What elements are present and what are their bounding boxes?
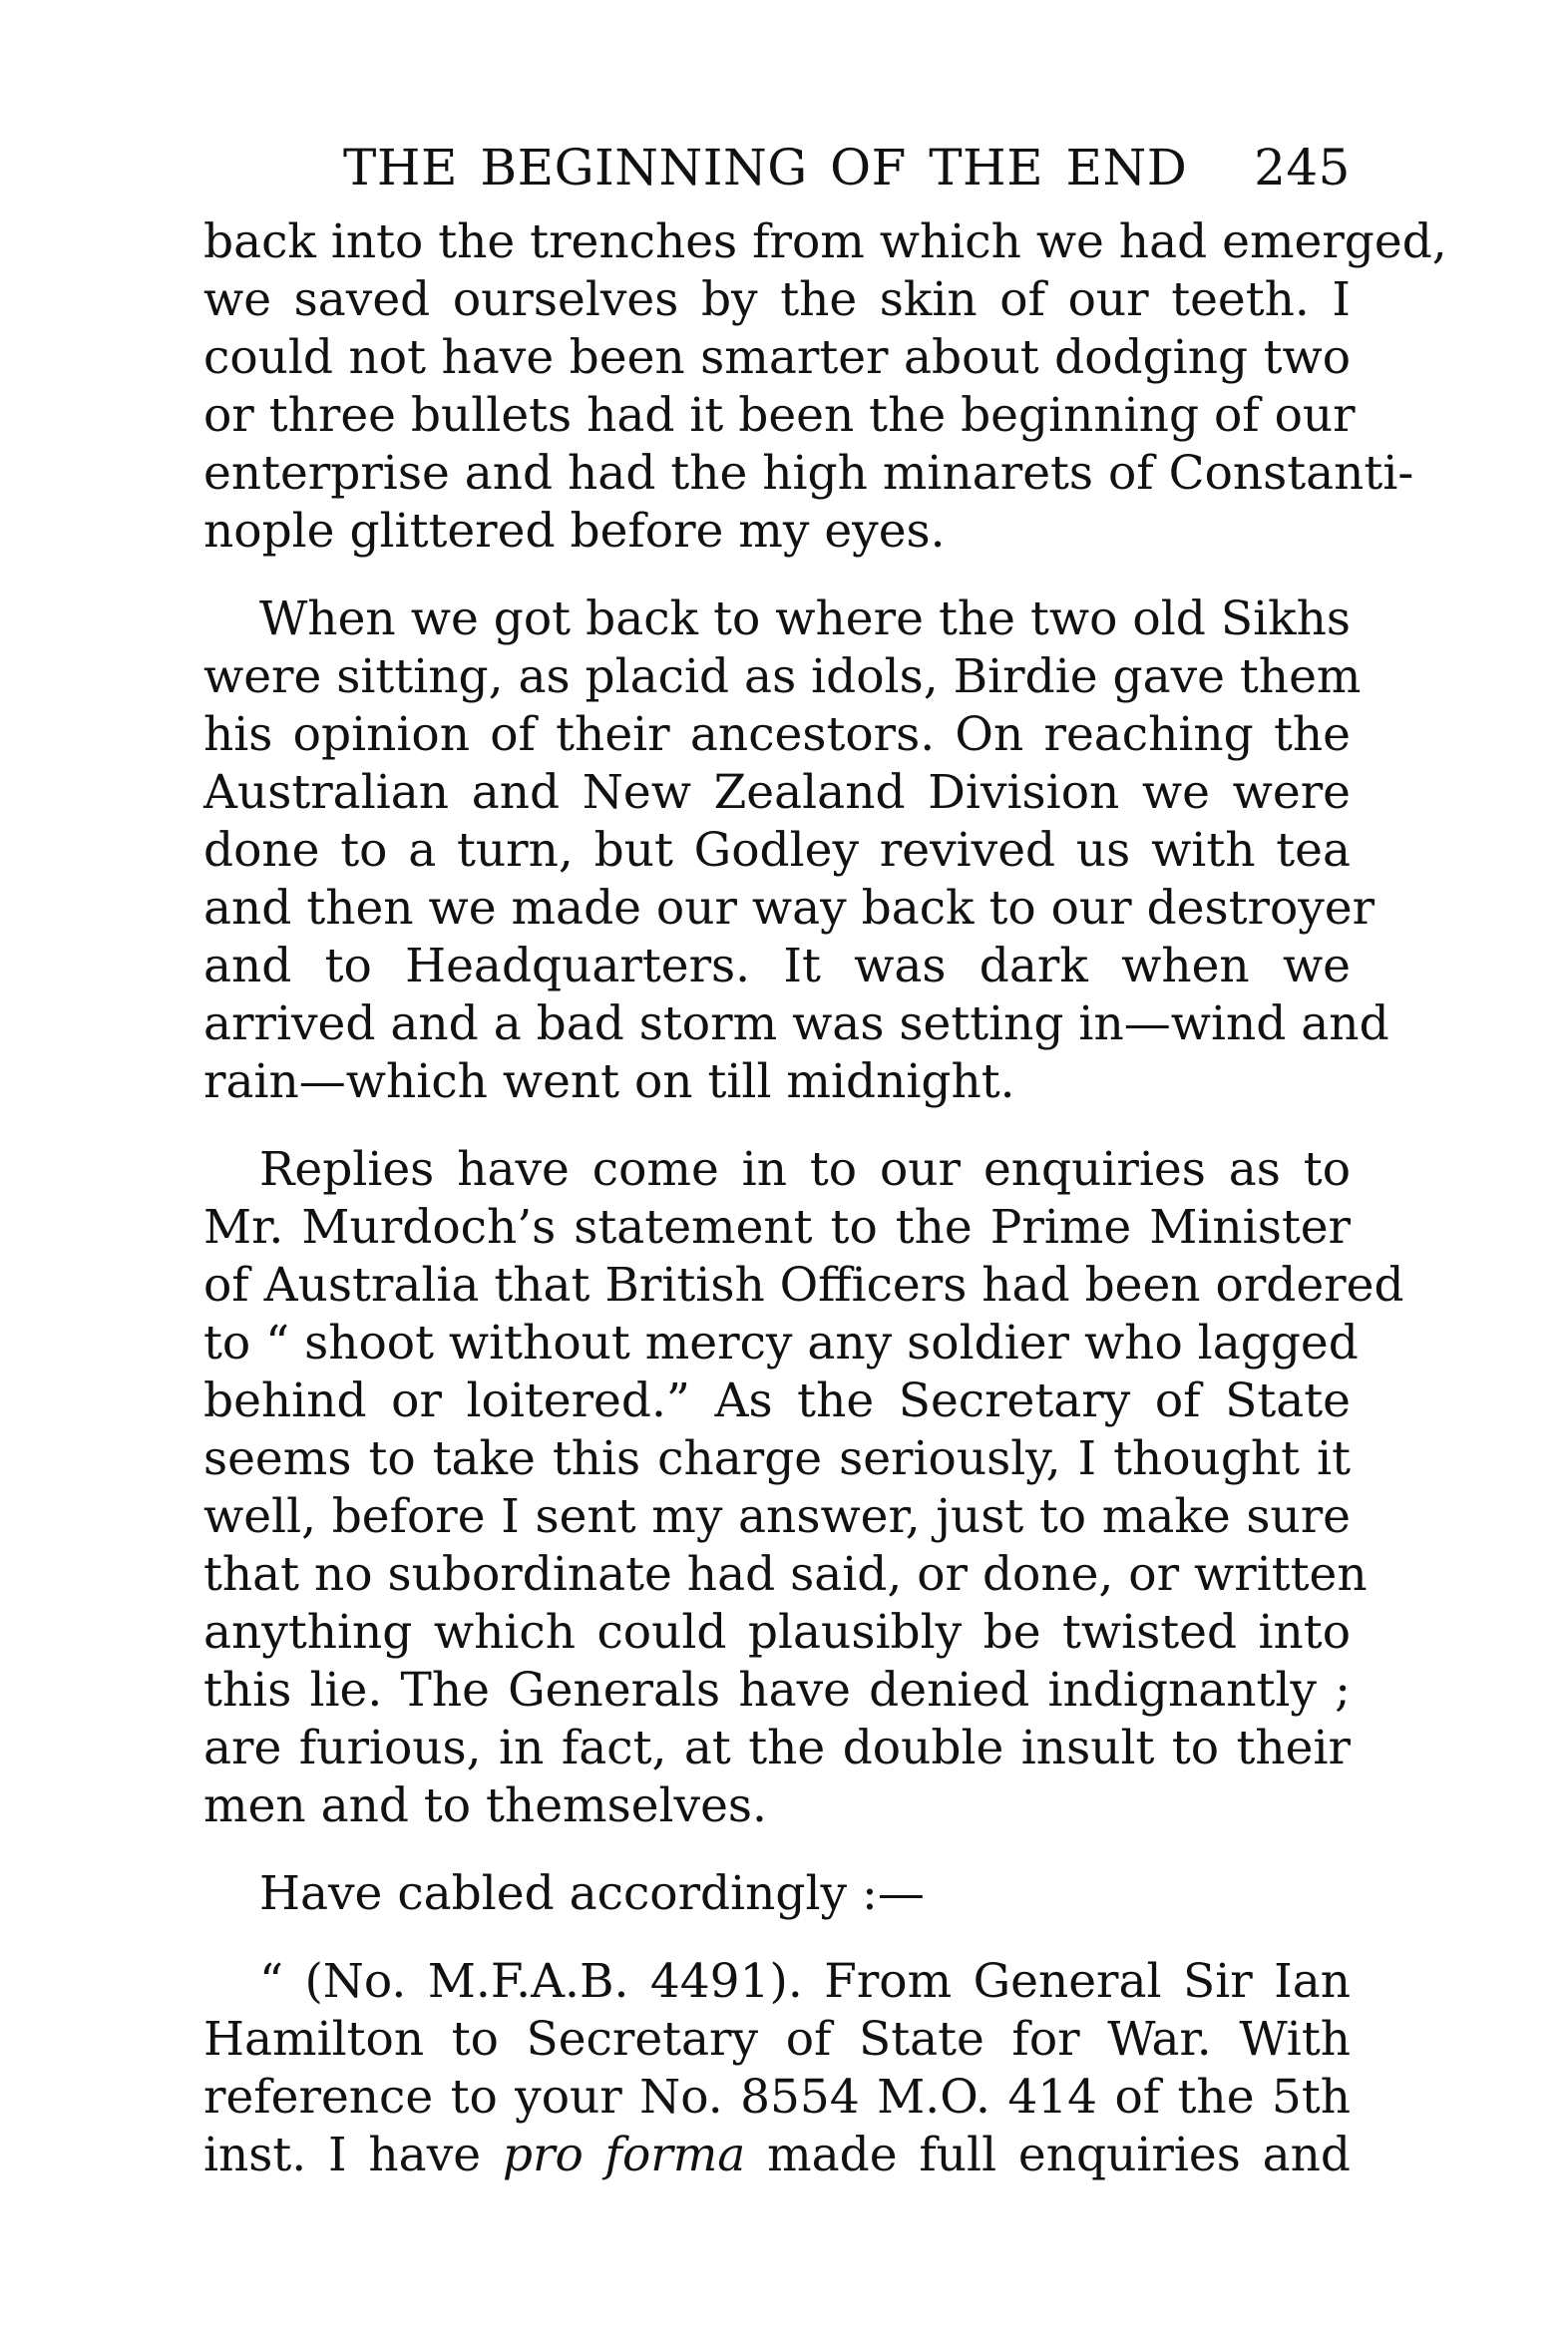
text-line: Have cabled accordingly :— bbox=[259, 1866, 925, 1921]
paragraph-2 bbox=[203, 590, 1389, 1111]
text-line: enterprise and had the high minarets of Constanti- bbox=[203, 446, 1414, 501]
text-line: could not have been smarter about dodging two bbox=[203, 330, 1351, 385]
text-line: nople glittered before my eyes. bbox=[203, 504, 946, 559]
text-line: “ (No. M.F.A.B. 4491). From General Sir Ian bbox=[259, 1954, 1351, 2009]
text-line: When we got back to where the two old Sikhs bbox=[259, 591, 1351, 646]
chapter-title: THE BEGINNING OF THE END bbox=[343, 139, 1188, 196]
text-line: rain—which went on till midnight. bbox=[203, 1054, 1015, 1109]
text-line: seems to take this charge seriously, I thought it bbox=[203, 1431, 1351, 1486]
italic-phrase: pro forma bbox=[502, 2128, 746, 2182]
text-line: were sitting, as placid as idols, Birdie gave them bbox=[203, 649, 1362, 704]
text-run: inst. I have bbox=[203, 2128, 503, 2182]
text-line: Hamilton to Secretary of State for War. With bbox=[203, 2012, 1351, 2067]
body-text bbox=[203, 213, 1447, 2214]
text-run: made full enquiries and bbox=[745, 2128, 1352, 2182]
text-line: Replies have come in to our enquiries as to bbox=[259, 1142, 1351, 1197]
paragraph-3 bbox=[203, 1141, 1404, 1835]
paragraph-5 bbox=[203, 1953, 1351, 2184]
text-line: or three bullets had it been the beginning of our bbox=[203, 388, 1356, 443]
running-head bbox=[203, 138, 1351, 197]
text-line: and then we made our way back to our destroyer bbox=[203, 881, 1375, 936]
text-line: and to Headquarters. It was dark when we bbox=[203, 939, 1351, 993]
text-line: reference to your No. 8554 M.O. 414 of the 5th bbox=[203, 2070, 1351, 2125]
text-line: men and to themselves. bbox=[203, 1778, 767, 1833]
text-line: well, before I sent my answer, just to make sure bbox=[203, 1489, 1351, 1544]
text-line: arrived and a bad storm was setting in—wind and bbox=[203, 996, 1389, 1051]
text-line: Mr. Murdoch’s statement to the Prime Minister bbox=[203, 1200, 1351, 1255]
text-line: of Australia that British Officers had been ordered bbox=[203, 1258, 1404, 1313]
text-line: his opinion of their ancestors. On reaching the bbox=[203, 707, 1351, 762]
text-line-with-italic bbox=[203, 2127, 1351, 2184]
page-number: 245 bbox=[1254, 139, 1351, 196]
text-line: Australian and New Zealand Division we were bbox=[203, 765, 1351, 820]
text-line: anything which could plausibly be twisted into bbox=[203, 1605, 1351, 1660]
paragraph-4 bbox=[203, 1865, 1351, 1923]
text-line: are furious, in fact, at the double insult to their bbox=[203, 1721, 1351, 1775]
text-line: we saved ourselves by the skin of our teeth. I bbox=[203, 272, 1351, 327]
text-line: back into the trenches from which we had emerged, bbox=[203, 214, 1447, 269]
text-line: done to a turn, but Godley revived us with tea bbox=[203, 823, 1351, 878]
text-line: behind or loitered.” As the Secretary of State bbox=[203, 1373, 1351, 1428]
paragraph-1 bbox=[203, 213, 1447, 561]
text-line: that no subordinate had said, or done, or written bbox=[203, 1547, 1368, 1602]
text-line: this lie. The Generals have denied indignantly ; bbox=[203, 1663, 1351, 1718]
text-line: to “ shoot without mercy any soldier who lagged bbox=[203, 1316, 1359, 1371]
